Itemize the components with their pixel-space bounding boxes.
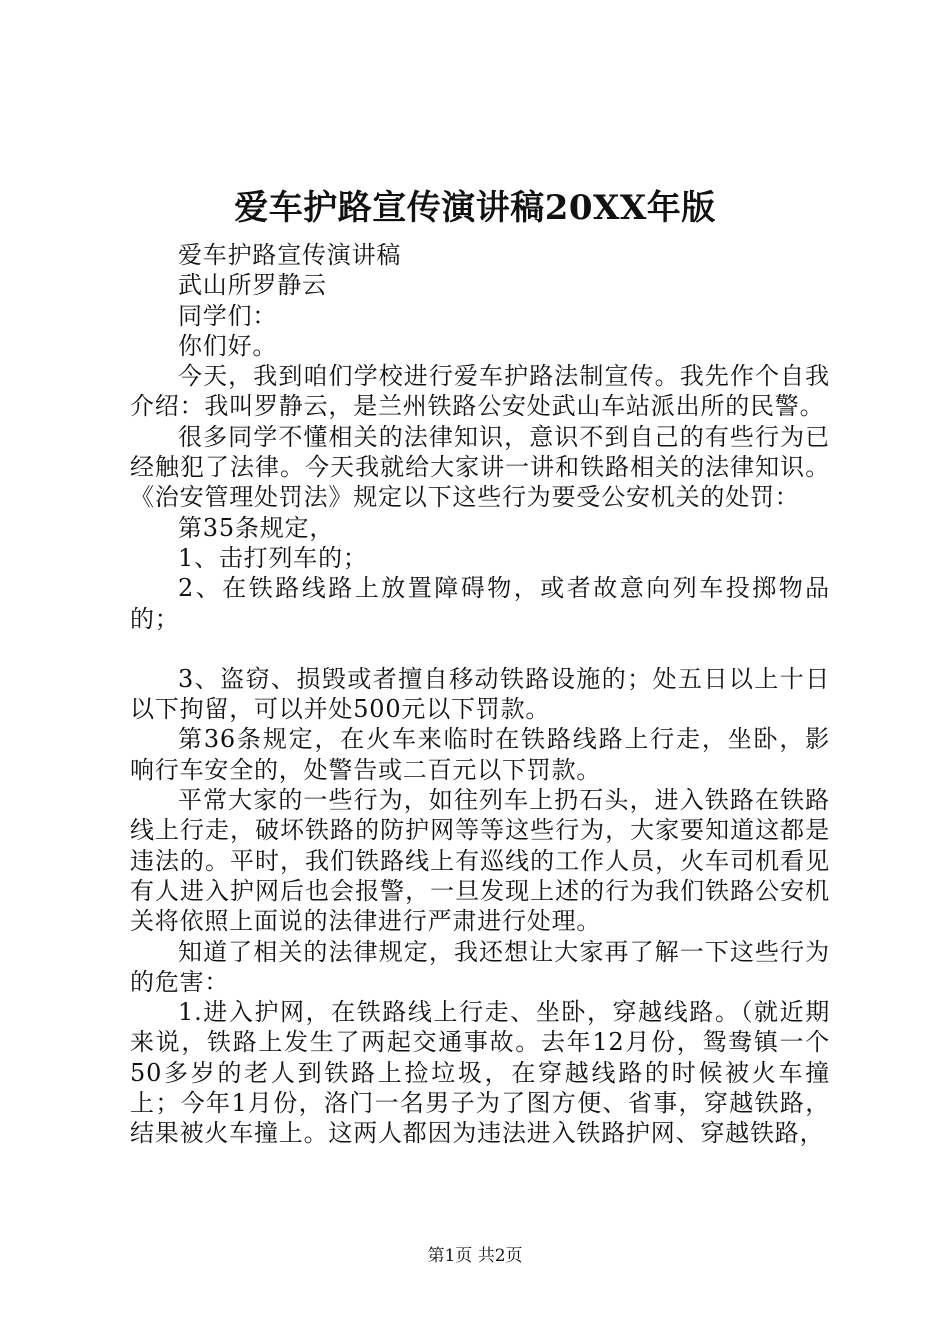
paragraph-salutation: 同学们： [178, 301, 278, 330]
paragraph-spacer [130, 634, 830, 664]
paragraph-hazard-1: 1.进入护网，在铁路线上行走、坐卧，穿越线路。（就近期来说，铁路上发生了两起交通事故。去年12月份，鸳鸯镇一个50多岁的老人到铁路上捡垃圾，在穿越线路的时候被火车撞上；今年1月份，洛门一名男子为了图方便、省事，穿越铁路，结果被火车撞上。这两人都因为违法进入铁路护网、穿越铁路， [130, 998, 830, 1148]
paragraph-introduction: 今天，我到咱们学校进行爱车护路法制宣传。我先作个自我介绍：我叫罗静云，是兰州铁路公安处武山车站派出所的民警。 [130, 362, 830, 421]
page-footer: 第1页 共2页 [427, 1246, 523, 1266]
document-title: 爱车护路宣传演讲稿20XX年版 [234, 188, 716, 228]
paragraph-item-2: 2、在铁路线路上放置障碍物，或者故意向列车投掷物品的； [130, 574, 830, 633]
paragraph-hazards-intro: 知道了相关的法律规定，我还想让大家再了解一下这些行为的危害： [130, 937, 830, 996]
paragraph-greeting: 你们好。 [178, 331, 278, 360]
paragraph-item-1: 1、击打列车的； [178, 543, 368, 572]
paragraph-article-36: 第36条规定，在火车来临时在铁路线路上行走，坐卧，影响行车安全的，处警告或二百元以下罚款。 [130, 725, 830, 784]
paragraph-law-knowledge: 很多同学不懂相关的法律知识，意识不到自己的有些行为已经触犯了法律。今天我就给大家讲一讲和铁路相关的法律知识。《治安管理处罚法》规定以下这些行为要受公安机关的处罚： [130, 422, 830, 512]
paragraph-author: 武山所罗静云 [178, 271, 327, 300]
document-body [130, 240, 830, 1149]
paragraph-daily-behavior: 平常大家的一些行为，如往列车上扔石头，进入铁路在铁路线上行走，破坏铁路的防护网等等这些行为，大家要知道这都是违法的。平时，我们铁路线上有巡线的工作人员，火车司机看见有人进入护网后也会报警，一旦发现上述的行为我们铁路公安机关将依照上面说的法律进行严肃进行处理。 [130, 786, 830, 936]
paragraph-speech-heading: 爱车护路宣传演讲稿 [178, 241, 402, 269]
paragraph-item-3: 3、盗窃、损毁或者擅自移动铁路设施的；处五日以上十日以下拘留，可以并处500元以下罚款。 [130, 664, 830, 724]
paragraph-article-35: 第35条规定， [178, 513, 335, 542]
